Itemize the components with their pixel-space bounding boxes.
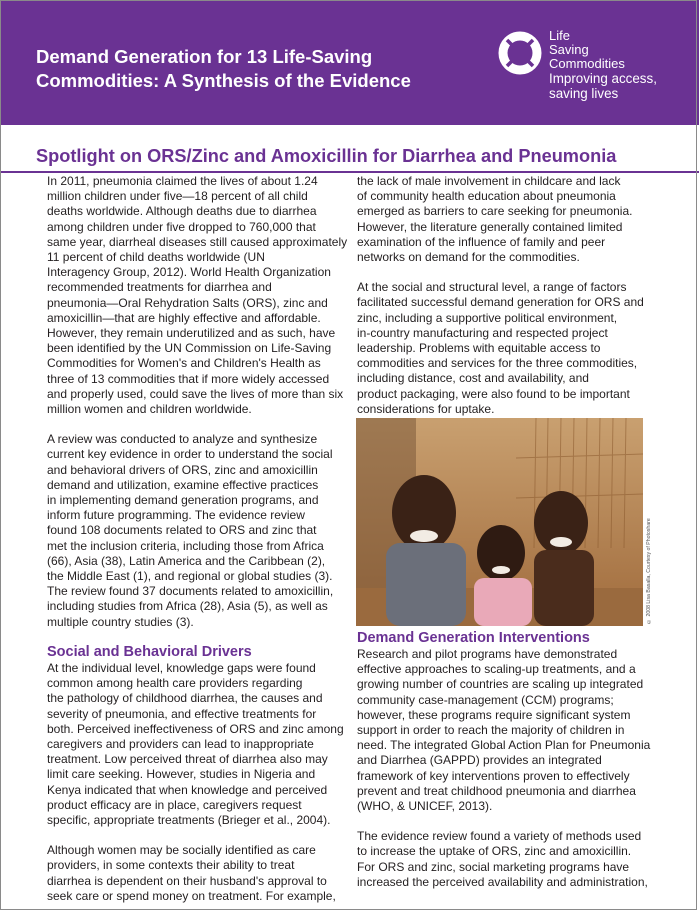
text-line: commodities and services for the three commodities, <box>357 356 638 371</box>
title-line-2: Commodities: A Synthesis of the Evidence <box>36 70 411 91</box>
text-line: framework of key interventions proven to effectively <box>357 768 630 783</box>
logo-line-1: Life <box>549 28 570 43</box>
text-line: amoxicillin—that are highly effective and affordable. <box>47 310 321 325</box>
text-line: prevent and treat childhood pneumonia and diarrhea <box>357 783 636 798</box>
text-line: in implementing demand generation programs, and <box>47 493 319 508</box>
section-divider <box>0 171 699 173</box>
text-line: need. The integrated Global Action Plan for Pneumonia <box>357 738 651 753</box>
text-line: million women and children worldwide. <box>47 402 252 417</box>
text-line: However, they remain underutilized and as such, have <box>47 326 336 341</box>
text-line: For ORS and zinc, social marketing programs have <box>357 859 630 874</box>
text-line: support in order to reach the majority of children in <box>357 723 625 738</box>
photo-credit: © 2008 Lisa Basalla, Courtesy of Photoshare <box>646 518 652 624</box>
text-line: the pathology of childhood diarrhea, the causes and <box>47 691 323 706</box>
title-line-1: Demand Generation for 13 Life-Saving <box>36 46 373 67</box>
text-line: recommended treatments for diarrhea and <box>47 280 272 295</box>
text-line: diarrhea is dependent on their husband's approval to <box>47 873 327 888</box>
text-line: At the individual level, knowledge gaps were found <box>47 660 316 675</box>
right-column-bottom <box>357 630 653 890</box>
text-line: increased the perceived availability and administration, <box>357 874 648 889</box>
text-line: Commodities for Women's and Children's Health as <box>47 356 321 371</box>
individual-level-paragraph <box>47 661 347 828</box>
text-line: product packaging, were also found to be important <box>357 386 630 401</box>
text-line: in-country manufacturing and respected project <box>357 325 608 340</box>
text-line: met the inclusion criteria, including those from Africa <box>47 538 324 553</box>
text-line: growing number of countries are scaling up integrated <box>357 677 644 692</box>
logo-text <box>549 29 657 101</box>
text-line: pneumonia—Oral Rehydration Salts (ORS), zinc and <box>47 295 328 310</box>
text-line: zinc, including a supportive political environment, <box>357 310 618 325</box>
male-involvement-paragraph <box>357 174 653 265</box>
text-line: both. Perceived ineffectiveness of ORS and zinc among <box>47 721 344 736</box>
text-line: caregivers and providers can lead to inappropriate <box>47 736 314 751</box>
text-line: the lack of male involvement in childcare and lack <box>357 174 621 188</box>
text-line: severity of pneumonia, and effective treatments for <box>47 706 317 721</box>
text-line: found 108 documents related to ORS and zinc that <box>47 523 317 538</box>
text-line: limit care seeking. However, studies in Nigeria and <box>47 767 316 782</box>
text-line: The evidence review found a variety of methods used <box>357 829 642 844</box>
text-line: however, these programs require significant system <box>357 707 631 722</box>
text-line: considerations for uptake. <box>357 401 495 416</box>
logo-tagline-2: saving lives <box>549 86 619 101</box>
document-title <box>36 45 456 93</box>
intro-paragraph <box>47 174 347 417</box>
text-line: current key evidence in order to understand the social <box>47 447 333 462</box>
text-line: treatment. Low perceived threat of diarrhea also may <box>47 752 328 767</box>
review-paragraph <box>47 432 347 630</box>
text-line: to increase the uptake of ORS, zinc and amoxicillin. <box>357 844 632 859</box>
text-line: effective approaches to scaling-up treatments, and a <box>357 662 636 677</box>
text-line: of community health education about pneumonia <box>357 189 616 204</box>
text-line: facilitated successful demand generation for ORS and <box>357 295 644 310</box>
text-line: specific, appropriate treatments (Brieger et al., 2004). <box>47 812 331 827</box>
spotlight-title: Spotlight on ORS/Zinc and Amoxicillin for Diarrhea and Pneumonia <box>36 146 617 166</box>
logo-line-2: Saving <box>549 42 589 57</box>
text-line: leadership. Problems with equitable access to <box>357 341 601 356</box>
text-line: However, the literature generally contained limited <box>357 219 623 234</box>
text-line: In 2011, pneumonia claimed the lives of about 1.24 <box>47 174 318 188</box>
women-care-paragraph <box>47 843 347 904</box>
text-line: (WHO, & UNICEF, 2013). <box>357 799 493 814</box>
text-line: common among health care providers regarding <box>47 676 303 691</box>
text-line: and Diarrhea (GAPPD) provides an integrated <box>357 753 602 768</box>
text-line: among children under five dropped to 760,000 that <box>47 219 316 234</box>
right-column-top <box>357 174 653 417</box>
text-line: At the social and structural level, a range of factors <box>357 280 627 295</box>
text-line: same year, diarrheal diseases still caused approximately <box>47 234 348 249</box>
text-line: A review was conducted to analyze and synthesize <box>47 432 318 447</box>
text-line: community case-management (CCM) programs; <box>357 692 614 707</box>
text-line: providers, in some contexts their ability to treat <box>47 858 295 873</box>
text-line: The review found 37 documents related to amoxicillin, <box>47 584 334 599</box>
logo-tagline-1: Improving access, <box>549 71 657 86</box>
text-line: and behavioral drivers of ORS, zinc and amoxicillin <box>47 462 318 477</box>
text-line: demand and utilization, examine effective practices <box>47 477 319 492</box>
social-drivers-heading: Social and Behavioral Drivers <box>47 643 252 660</box>
research-paragraph <box>357 647 653 814</box>
text-line: Research and pilot programs have demonstrated <box>357 647 618 661</box>
text-line: product efficacy are in place, caregivers request <box>47 797 302 812</box>
text-line: including distance, cost and availability, and <box>357 371 589 386</box>
text-line: seek care or spend money on treatment. For example, <box>47 888 336 903</box>
text-line: Kenya indicated that when knowledge and perceived <box>47 782 328 797</box>
text-line: Interagency Group, 2012). World Health Organization <box>47 265 331 280</box>
text-line: Although women may be socially identified as care <box>47 843 316 858</box>
logo-line-3: Commodities <box>549 56 625 71</box>
text-line: including studies from Africa (28), Asia (5), as well as <box>47 599 328 614</box>
structural-level-paragraph <box>357 280 653 417</box>
text-line: 11 percent of child deaths worldwide (UN <box>47 250 265 265</box>
text-line: inform future programming. The evidence review <box>47 508 305 523</box>
text-line: three of 13 commodities that if more widely accessed <box>47 371 330 386</box>
text-line: and properly used, could save the lives of more than six <box>47 386 344 401</box>
text-line: (66), Asia (38), Latin America and the Caribbean (2), <box>47 553 326 568</box>
life-ring-icon <box>497 30 543 76</box>
text-line: million children under five—18 percent of all child <box>47 189 308 204</box>
text-line: networks on demand for the commodities. <box>357 250 580 265</box>
header-banner <box>0 0 699 125</box>
text-line: examination of the influence of family and peer <box>357 234 606 249</box>
text-line: multiple country studies (3). <box>47 614 194 629</box>
demand-interventions-heading: Demand Generation Interventions <box>357 630 590 646</box>
photo-illustration <box>356 418 643 626</box>
children-photo <box>356 418 643 626</box>
text-line: the Middle East (1), and regional or global studies (3). <box>47 569 333 584</box>
text-line: been identified by the UN Commission on Life-Saving <box>47 341 332 356</box>
text-line: deaths worldwide. Although deaths due to diarrhea <box>47 204 317 219</box>
text-line: emerged as barriers to care seeking for pneumonia. <box>357 204 633 219</box>
left-column <box>47 174 347 904</box>
evidence-methods-paragraph <box>357 829 653 890</box>
